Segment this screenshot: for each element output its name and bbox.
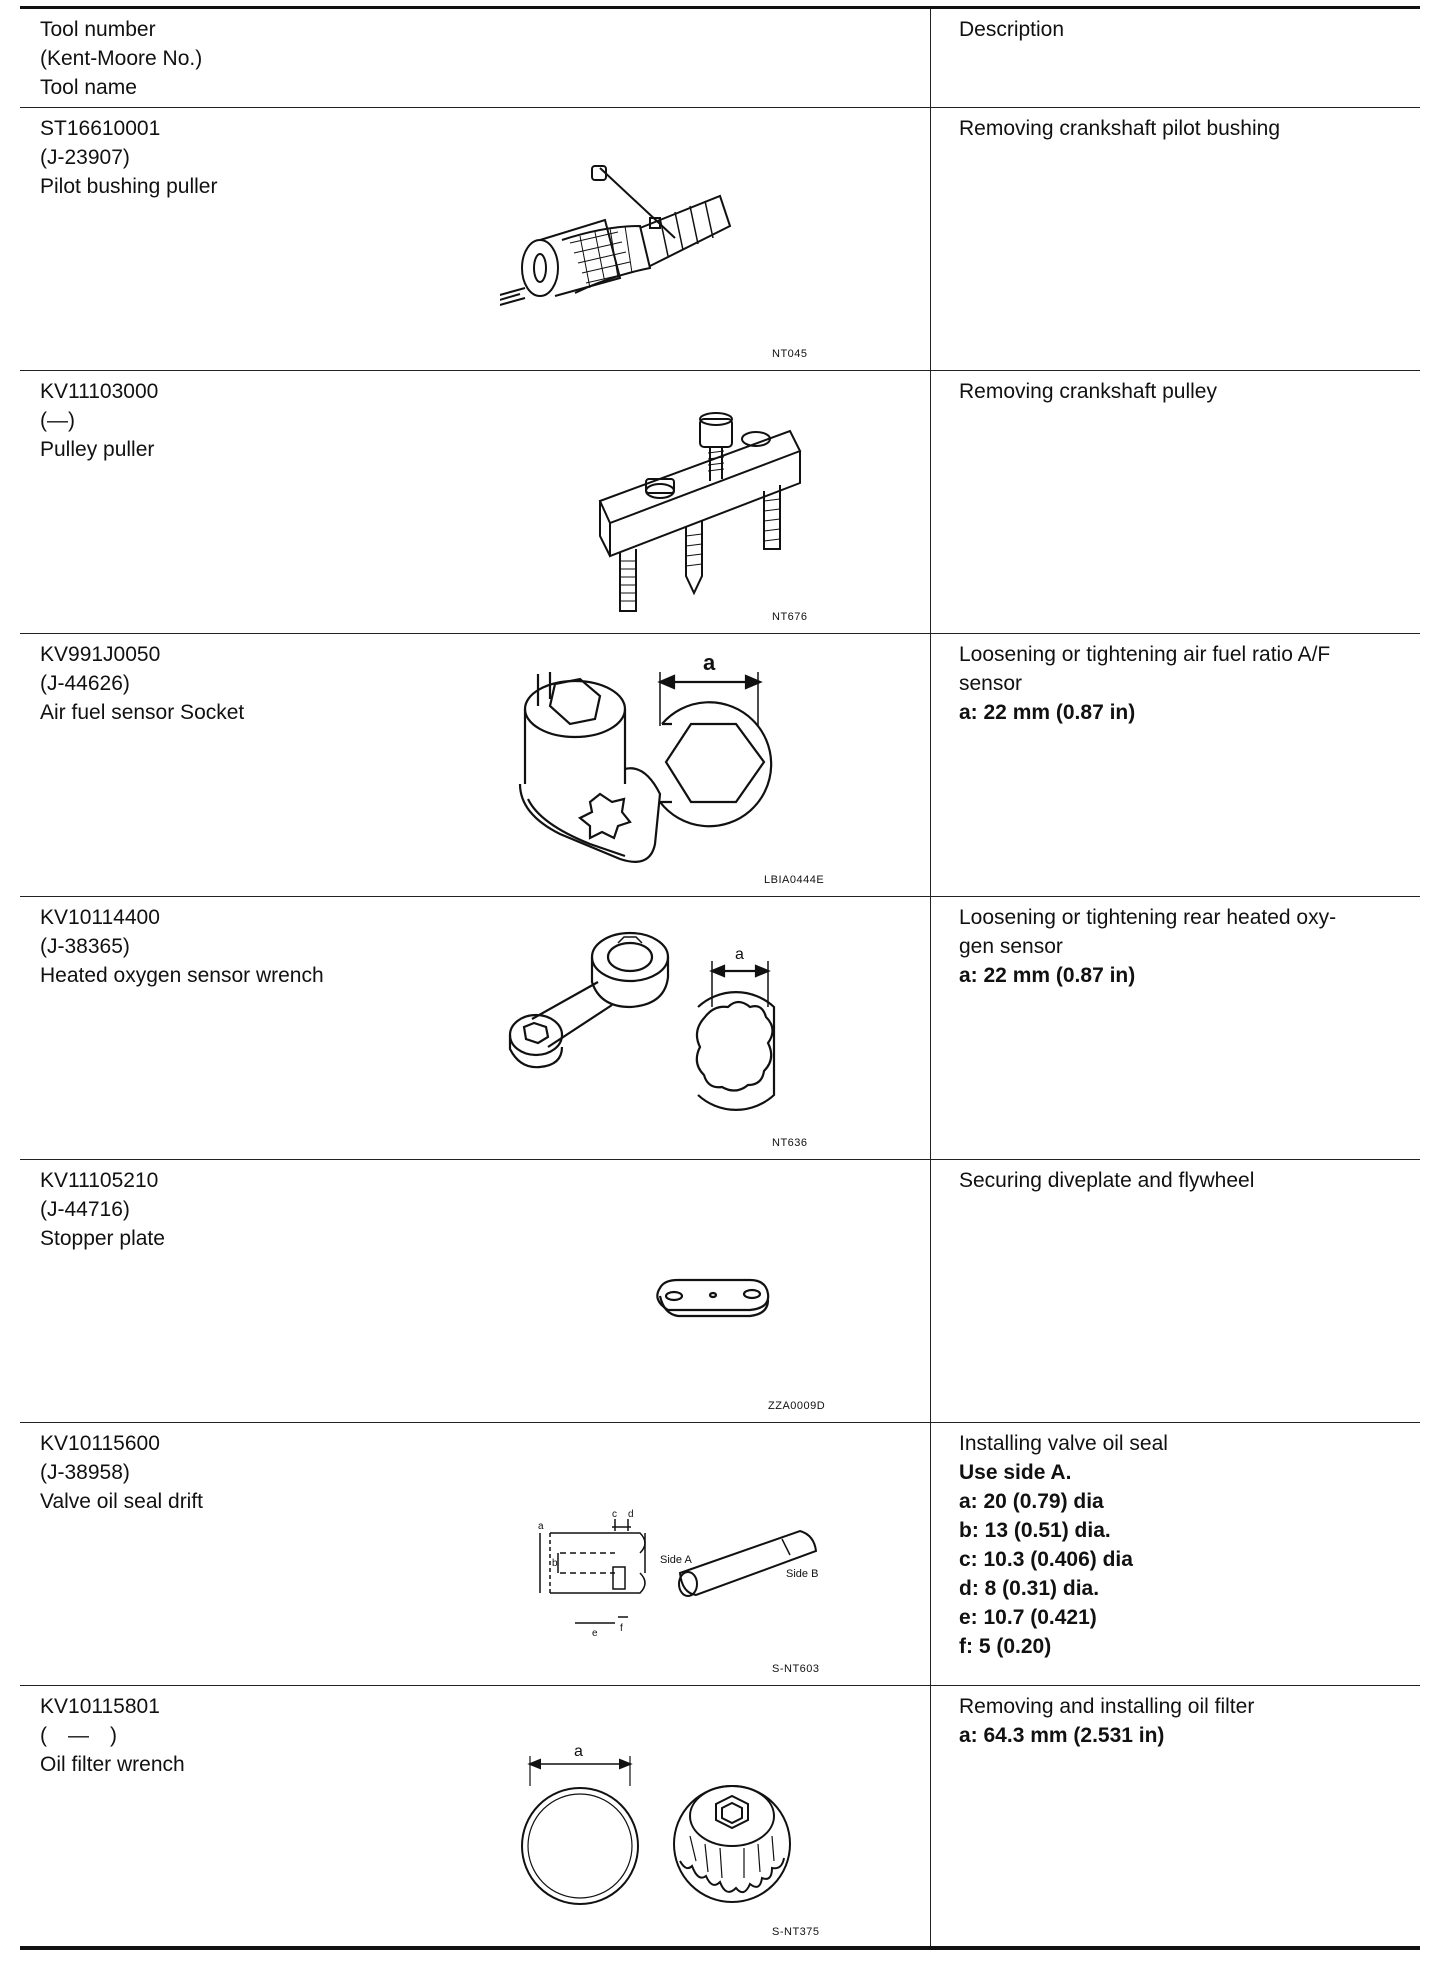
oil-filter-wrench-icon (500, 1686, 860, 1946)
tool-name: Pulley puller (40, 438, 155, 461)
spec-line: a: 22 mm (0.87 in) (959, 701, 1136, 724)
tool-number: KV11105210 (40, 1169, 159, 1192)
kent-moore-number: (J-38365) (40, 935, 130, 958)
image-code: S-NT603 (772, 1663, 820, 1675)
tool-number: KV10115600 (40, 1432, 160, 1455)
kent-moore-number: (—) (40, 409, 75, 432)
kent-moore-number: (J-44626) (40, 672, 130, 695)
description-line: gen sensor (959, 935, 1063, 958)
tool-number: KV10115801 (40, 1695, 160, 1718)
header-description: Description (959, 18, 1065, 41)
dimension-label: e (592, 1628, 598, 1639)
tool-name: Heated oxygen sensor wrench (40, 964, 324, 987)
image-code: LBIA0444E (764, 874, 825, 886)
dimension-label: a (703, 650, 716, 675)
kent-moore-number: (J-23907) (40, 146, 130, 169)
description-line: Loosening or tightening rear heated oxy- (959, 906, 1337, 929)
kent-moore-number: ( — ) (40, 1724, 117, 1747)
tool-number: ST16610001 (40, 117, 161, 140)
header-tool-name: Tool name (40, 76, 137, 99)
tool-name: Air fuel sensor Socket (40, 701, 245, 724)
side-label: Side A (660, 1554, 692, 1566)
table-header-row (20, 6, 1420, 108)
dimension-label: b (552, 1558, 558, 1569)
description-line: Loosening or tightening air fuel ratio A/F (959, 643, 1331, 666)
tool-name: Stopper plate (40, 1227, 165, 1250)
tool-number: KV991J0050 (40, 643, 161, 666)
tool-number: KV10114400 (40, 906, 160, 929)
side-label: Side B (786, 1568, 819, 1580)
table-row (20, 1423, 1420, 1686)
description-line: Installing valve oil seal (959, 1432, 1168, 1455)
spec-line: b: 13 (0.51) dia. (959, 1519, 1111, 1542)
pulley-puller-icon (500, 371, 860, 633)
description-line: Securing diveplate and flywheel (959, 1169, 1255, 1192)
image-code: S-NT375 (772, 1926, 820, 1938)
dimension-label: d (628, 1509, 634, 1520)
tool-name: Valve oil seal drift (40, 1490, 204, 1513)
dimension-label: f (620, 1623, 623, 1634)
dimension-label: a (735, 946, 744, 963)
spec-line: a: 20 (0.79) dia (959, 1490, 1104, 1513)
spec-line: a: 64.3 mm (2.531 in) (959, 1724, 1165, 1747)
stopper-plate-icon (500, 1160, 860, 1422)
pilot-bushing-puller-icon (500, 108, 860, 370)
table-row (20, 897, 1420, 1160)
table-row (20, 1686, 1420, 1950)
header-tool-number: Tool number (40, 18, 156, 41)
special-service-tools-table (20, 6, 1420, 1950)
spec-line: f: 5 (0.20) (959, 1635, 1052, 1658)
dimension-label: a (538, 1521, 544, 1532)
spec-line: Use side A. (959, 1461, 1072, 1484)
image-code: NT676 (772, 611, 808, 623)
description-line: Removing crankshaft pilot bushing (959, 117, 1281, 140)
kent-moore-number: (J-38958) (40, 1461, 130, 1484)
oxygen-sensor-wrench-icon (500, 897, 860, 1159)
table-row (20, 108, 1420, 371)
spec-line: d: 8 (0.31) dia. (959, 1577, 1100, 1600)
tool-name: Pilot bushing puller (40, 175, 218, 198)
header-description-cell (930, 9, 1420, 107)
table-row (20, 371, 1420, 634)
dimension-label: c (612, 1509, 617, 1520)
spec-line: e: 10.7 (0.421) (959, 1606, 1097, 1629)
image-code: NT636 (772, 1137, 808, 1149)
image-code: ZZA0009D (768, 1400, 826, 1412)
valve-oil-seal-drift-icon (500, 1423, 860, 1685)
spec-line: a: 22 mm (0.87 in) (959, 964, 1136, 987)
table-row (20, 1160, 1420, 1423)
table-row (20, 634, 1420, 897)
tool-number: KV11103000 (40, 380, 159, 403)
tool-name: Oil filter wrench (40, 1753, 185, 1776)
air-fuel-sensor-socket-icon (500, 634, 860, 896)
image-code: NT045 (772, 348, 808, 360)
dimension-label: a (574, 1743, 583, 1760)
header-tool-cell (20, 9, 930, 107)
description-line: sensor (959, 672, 1023, 695)
header-kent-moore: (Kent-Moore No.) (40, 47, 203, 70)
kent-moore-number: (J-44716) (40, 1198, 130, 1221)
description-line: Removing crankshaft pulley (959, 380, 1217, 403)
spec-line: c: 10.3 (0.406) dia (959, 1548, 1133, 1571)
description-line: Removing and installing oil filter (959, 1695, 1255, 1718)
